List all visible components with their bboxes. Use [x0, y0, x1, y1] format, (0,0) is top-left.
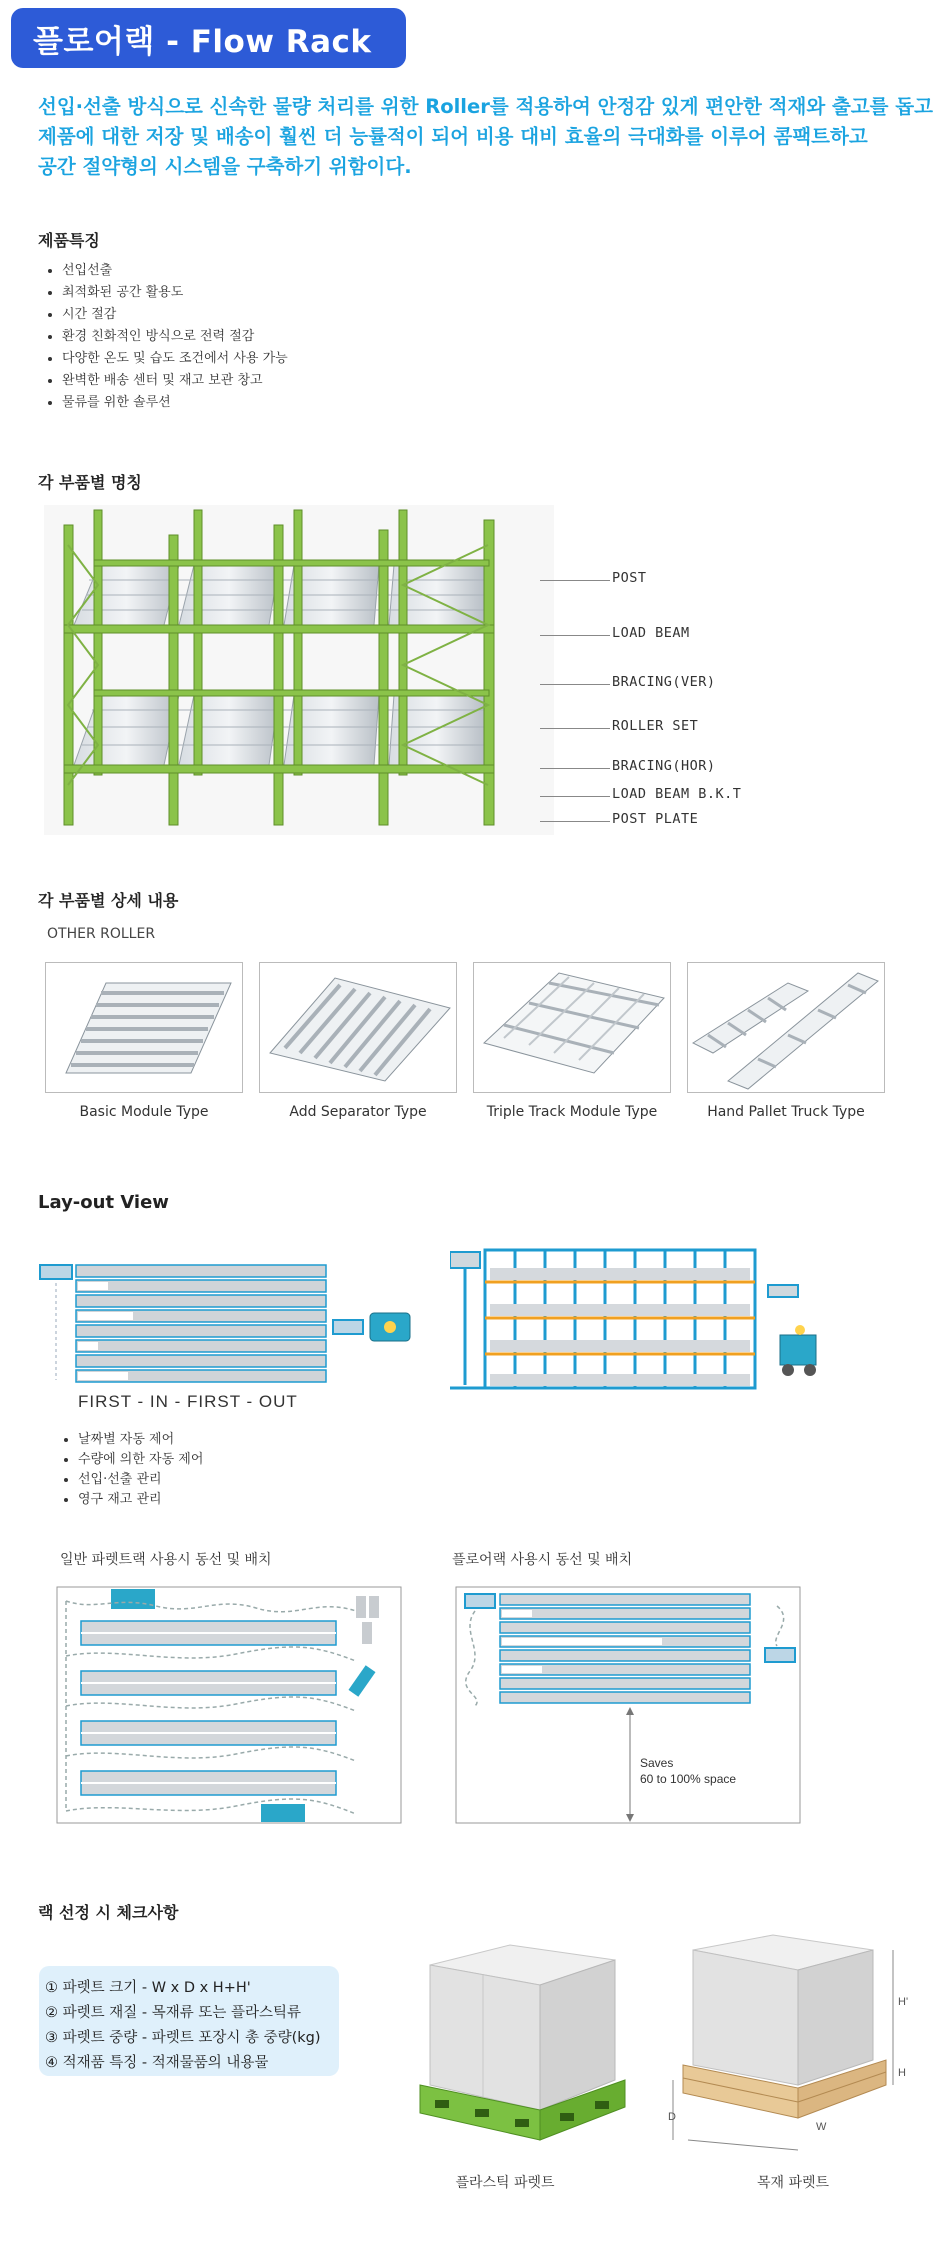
- roller-image: [688, 963, 884, 1092]
- roller-caption: Add Separator Type: [289, 1104, 427, 1120]
- general-rack-flow-diagram: [56, 1586, 402, 1824]
- leader-line: [540, 580, 610, 581]
- flow-rack-illustration: [44, 505, 554, 835]
- leader-line: [540, 768, 610, 769]
- roller-card-separator: [259, 962, 457, 1093]
- other-roller-subheading: OTHER ROLLER: [47, 926, 156, 942]
- parts-heading: 각 부품별 명칭: [38, 473, 142, 492]
- saves-line-1: Saves: [640, 1756, 674, 1770]
- page-title: 플로어랙 - Flow Rack: [33, 23, 372, 60]
- features-list: [62, 260, 288, 414]
- dim-label-h: H: [898, 2067, 906, 2079]
- part-label-load-beam: LOAD BEAM: [612, 625, 690, 641]
- leader-line: [540, 684, 610, 685]
- plastic-pallet-image: [415, 1935, 630, 2150]
- list-item: • 선입·선출 관리: [78, 1470, 203, 1490]
- part-label-bracing-ver: BRACING(VER): [612, 674, 716, 690]
- part-label-roller-set: ROLLER SET: [612, 718, 699, 734]
- leader-line: [540, 821, 610, 822]
- list-item: • 다양한 온도 및 습도 조건에서 사용 가능: [62, 348, 288, 370]
- wood-pallet-caption: 목재 파렛트: [756, 2175, 830, 2191]
- leader-line: [540, 728, 610, 729]
- checklist-item: ① 파렛트 크기 - W x D x H+H': [45, 1980, 251, 1996]
- part-label-post-plate: POST PLATE: [612, 811, 699, 827]
- dim-label-w: W: [816, 2121, 827, 2133]
- leader-line: [540, 635, 610, 636]
- fifo-plan-diagram: [38, 1255, 428, 1390]
- flow-rack-flow-diagram: [455, 1586, 801, 1824]
- general-rack-caption: 일반 파렛트랙 사용시 동선 및 배치: [60, 1552, 272, 1568]
- roller-caption: Triple Track Module Type: [486, 1104, 658, 1120]
- list-item: • 최적화된 공간 활용도: [62, 282, 288, 304]
- saves-line-2: 60 to 100% space: [640, 1772, 737, 1786]
- roller-caption: Hand Pallet Truck Type: [707, 1104, 865, 1120]
- list-item: • 물류를 위한 솔루션: [62, 392, 288, 414]
- intro-line: 선입·선출 방식으로 신속한 물량 처리를 위한 Roller를 적용하여 안정감 있게 편안한 적재와 출고를 돕고: [38, 95, 933, 118]
- part-label-bracing-hor: BRACING(HOR): [612, 758, 716, 774]
- fifo-label: FIRST - IN - FIRST - OUT: [78, 1392, 298, 1411]
- roller-card-basic: [45, 962, 243, 1093]
- dim-label-h-prime: H': [898, 1996, 909, 2008]
- wood-pallet-image: [668, 1930, 913, 2155]
- roller-caption: Basic Module Type: [79, 1104, 209, 1120]
- flow-rack-caption: 플로어랙 사용시 동선 및 배치: [452, 1552, 633, 1568]
- leader-line: [540, 796, 610, 797]
- intro-line: 제품에 대한 저장 및 배송이 훨씬 더 능률적이 되어 비용 대비 효율의 극대화를 이루어 콤팩트하고: [38, 125, 868, 148]
- part-label-post: POST: [612, 570, 647, 586]
- roller-image: [474, 963, 670, 1092]
- page-title-badge: [11, 8, 406, 68]
- flow-rack-elevation-diagram: [450, 1240, 845, 1400]
- roller-card-hand-pallet: [687, 962, 885, 1093]
- layout-heading: Lay-out View: [38, 1192, 169, 1213]
- plastic-pallet-caption: 플라스틱 파렛트: [455, 2175, 555, 2191]
- part-label-load-beam-bkt: LOAD BEAM B.K.T: [612, 786, 742, 802]
- dim-label-d: D: [668, 2111, 676, 2123]
- features-heading: 제품특징: [38, 231, 100, 250]
- checklist-item: ④ 적재품 특징 - 적재물품의 내용물: [45, 2055, 269, 2071]
- list-item: • 완벽한 배송 센터 및 재고 보관 창고: [62, 370, 288, 392]
- intro-line: 공간 절약형의 시스템을 구축하기 위함이다.: [38, 155, 412, 178]
- list-item: • 선입선출: [62, 260, 288, 282]
- list-item: • 영구 재고 관리: [78, 1490, 203, 1510]
- auto-control-list: [78, 1430, 203, 1510]
- list-item: • 시간 절감: [62, 304, 288, 326]
- roller-image: [46, 963, 242, 1092]
- checklist-item: ③ 파렛트 중량 - 파렛트 포장시 총 중량(kg): [45, 2030, 321, 2046]
- checklist-heading: 랙 선정 시 체크사항: [38, 1903, 179, 1922]
- roller-card-triple-track: [473, 962, 671, 1093]
- details-heading: 각 부품별 상세 내용: [38, 891, 179, 910]
- list-item: • 환경 친화적인 방식으로 전력 절감: [62, 326, 288, 348]
- intro-text: [38, 92, 938, 182]
- part-labels: [540, 560, 800, 830]
- checklist-item: ② 파렛트 재질 - 목재류 또는 플라스틱류: [45, 2005, 301, 2021]
- checklist-box: [39, 1966, 339, 2076]
- list-item: • 수량에 의한 자동 제어: [78, 1450, 203, 1470]
- roller-image: [260, 963, 456, 1092]
- list-item: • 날짜별 자동 제어: [78, 1430, 203, 1450]
